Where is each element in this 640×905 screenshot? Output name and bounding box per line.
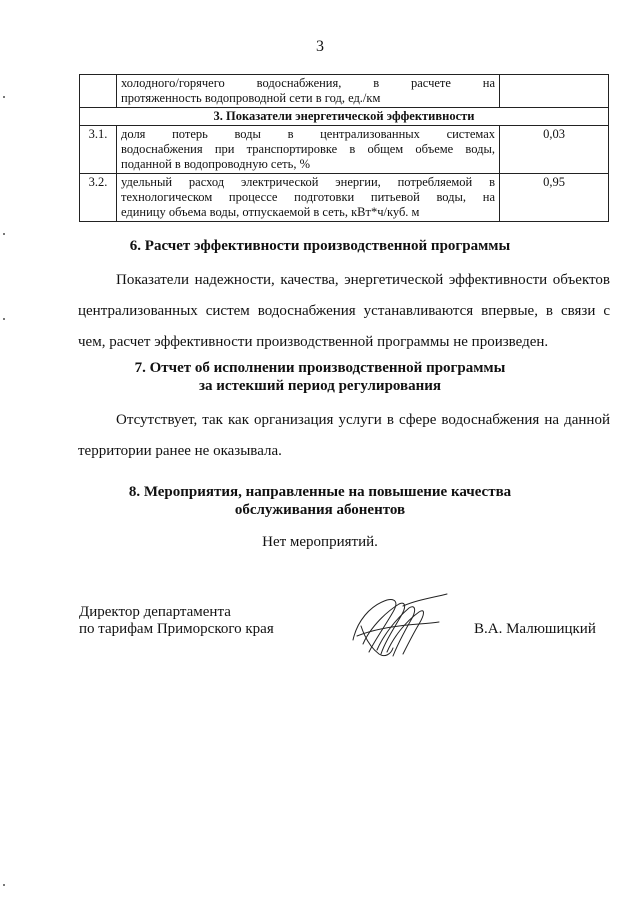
- section7-heading-line1: 7. Отчет об исполнении производственной программы: [134, 360, 506, 376]
- table-section-row: [80, 108, 609, 126]
- paragraph-line: территории ранее не оказывала.: [78, 443, 282, 459]
- scan-speck: [3, 96, 5, 98]
- paragraph-line: чем, расчет эффективности производственной программы не произведен.: [78, 334, 549, 350]
- section6-paragraph: [78, 265, 610, 358]
- table-text-line: холодного/горячего водоснабжения, в расчете на: [121, 76, 495, 90]
- section7-heading-line2: за истекший период регулирования: [198, 378, 442, 394]
- table-row: [80, 75, 609, 108]
- table-cell-value: [500, 75, 609, 108]
- table-row: [80, 174, 609, 222]
- signatory-title: [79, 604, 274, 638]
- scan-speck: [3, 233, 5, 235]
- signatory-title-line1: Директор департамента: [79, 604, 231, 620]
- handwritten-signature: [343, 592, 453, 662]
- paragraph-line: Показатели надежности, качества, энергетической эффективности объектов: [116, 272, 610, 288]
- table-text-line: технологическом процессе подготовки питьевой воды, на: [121, 190, 495, 204]
- paragraph-line: централизованных систем водоснабжения устанавливаются впервые, в связи с: [78, 303, 610, 319]
- section8-heading-line2: обслуживания абонентов: [234, 502, 406, 518]
- section7-paragraph: [78, 405, 610, 467]
- table-text-line: единицу объема воды, отпускаемой в сеть, кВт*ч/куб. м: [121, 205, 420, 219]
- table-text-line: доля потерь воды в централизованных системах: [121, 127, 495, 141]
- section6-heading: 6. Расчет эффективности производственной программы: [129, 238, 511, 254]
- table-cell-num: 3.2.: [80, 174, 117, 222]
- table-cell-text: [117, 174, 500, 222]
- scan-speck: [3, 884, 5, 886]
- signatory-name: В.А. Малюшицкий: [474, 621, 596, 637]
- table-text-line: протяженность водопроводной сети в год, ед./км: [121, 91, 381, 105]
- table-cell-text: [117, 75, 500, 108]
- table-text-line: поданной в водопроводную сеть, %: [121, 157, 311, 171]
- signatory-title-line2: по тарифам Приморского края: [79, 621, 274, 637]
- table-section-title: 3. Показатели энергетической эффективности: [80, 108, 609, 126]
- section8-heading-line1: 8. Мероприятия, направленные на повышение качества: [128, 484, 512, 500]
- table-text-line: водоснабжения при транспортировке в общем объеме воды,: [121, 142, 495, 156]
- table-cell-num: [80, 75, 117, 108]
- table-text-line: удельный расход электрической энергии, потребляемой в: [121, 175, 495, 189]
- page-number: 3: [316, 38, 324, 55]
- table-cell-num: 3.1.: [80, 126, 117, 174]
- scan-speck: [3, 318, 5, 320]
- table-cell-value: 0,03: [500, 126, 609, 174]
- section8-text: Нет мероприятий.: [262, 534, 378, 550]
- table-cell-value: 0,95: [500, 174, 609, 222]
- table-row: [80, 126, 609, 174]
- indicators-table: [79, 74, 609, 222]
- paragraph-line: Отсутствует, так как организация услуги в сфере водоснабжения на данной: [116, 412, 610, 428]
- table-cell-text: [117, 126, 500, 174]
